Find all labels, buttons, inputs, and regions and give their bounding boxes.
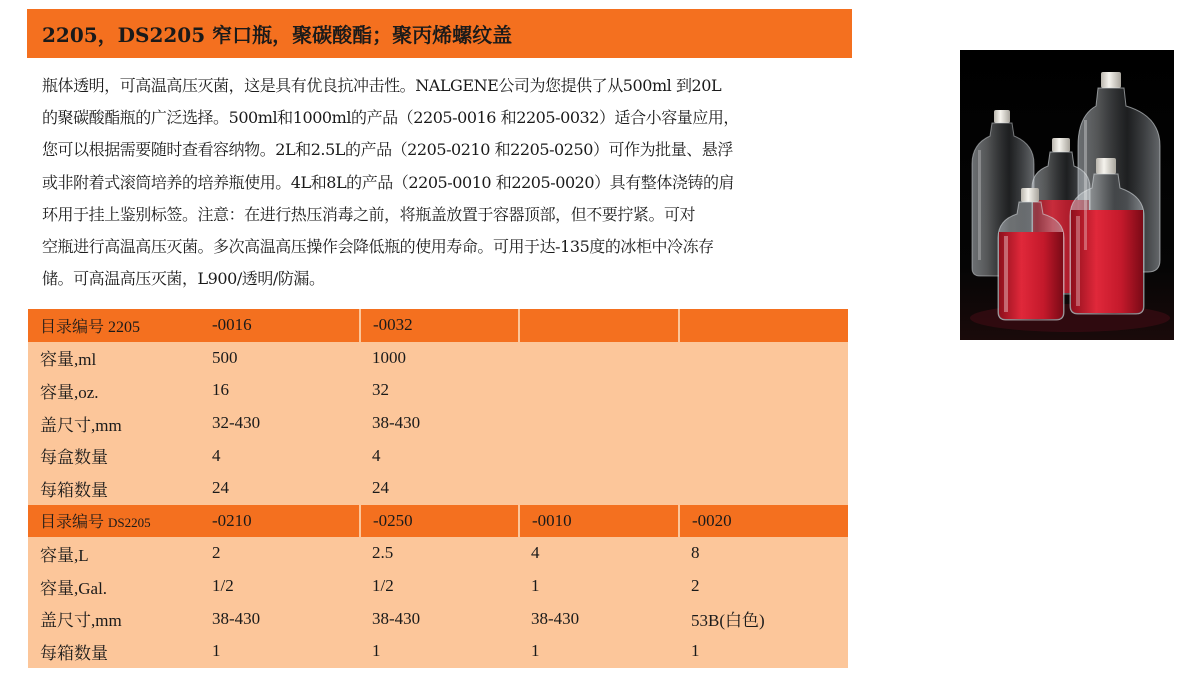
- description-line: 瓶体透明，可高温高压灭菌，这是具有优良抗冲击性。NALGENE公司为您提供了从500ml 到20L: [42, 76, 722, 95]
- description-line: 环用于挂上鉴别标签。注意：在进行热压消毒之前，将瓶盖放置于容器顶部，但不要拧紧。可对: [42, 204, 696, 224]
- row-label: 每箱数量: [28, 472, 200, 505]
- table-cell: 1: [679, 635, 848, 668]
- catalog-number-prefix: 目录编号: [40, 514, 109, 532]
- catalog-suffix-cell: [679, 309, 848, 342]
- table-cell: [679, 407, 848, 440]
- table-cell: 38-430: [360, 407, 519, 440]
- table-cell: 1000: [360, 342, 519, 375]
- table-cell: 53B(白色): [679, 602, 848, 635]
- table-cell: 24: [360, 472, 519, 505]
- table-row: [28, 374, 848, 407]
- table-row: [28, 635, 848, 668]
- table-row: [28, 439, 848, 472]
- table-cell: 38-430: [360, 602, 519, 635]
- row-label: 容量,ml: [28, 342, 200, 375]
- page-title: [27, 9, 852, 58]
- row-label: 每箱数量: [28, 635, 200, 668]
- catalog-suffix-cell: -0250: [360, 505, 519, 538]
- table-cell: [519, 374, 679, 407]
- table-cell: [679, 472, 848, 505]
- table-cell: [519, 472, 679, 505]
- catalog-suffix-cell: -0010: [519, 505, 679, 538]
- table-cell: 32: [360, 374, 519, 407]
- description-line: 的聚碳酸酯瓶的广泛选择。500ml和1000ml的产品（2205-0016 和2205-0032）适合小容量应用，: [42, 108, 739, 128]
- row-label: 盖尺寸,mm: [28, 407, 200, 440]
- table-cell: 2.5: [360, 537, 519, 570]
- table-cell: 1: [360, 635, 519, 668]
- table-cell: [519, 342, 679, 375]
- description-line: 或非附着式滚筒培养的培养瓶使用。4L和8L的产品（2205-0010 和2205-0020）具有整体浇铸的肩: [42, 172, 735, 192]
- table-row: [28, 472, 848, 505]
- row-label: 每盒数量: [28, 439, 200, 472]
- row-label: 容量,oz.: [28, 374, 200, 407]
- table-row: [28, 342, 848, 375]
- table-cell: 2: [200, 537, 360, 570]
- table-cell: 1: [200, 635, 360, 668]
- catalog-suffix-cell: -0032: [360, 309, 519, 342]
- table-row: [28, 537, 848, 570]
- table-row: [28, 602, 848, 635]
- table-cell: 4: [360, 439, 519, 472]
- product-description: [42, 70, 852, 295]
- table-cell: [519, 439, 679, 472]
- table-cell: 38-430: [519, 602, 679, 635]
- product-photo: [960, 50, 1174, 340]
- table-cell: 4: [519, 537, 679, 570]
- description-line: 储。可高温高压灭菌，L900/透明/防漏。: [42, 269, 325, 289]
- catalog-suffix-cell: -0210: [200, 505, 360, 538]
- table-cell: 38-430: [200, 602, 360, 635]
- row-label: 容量,Gal.: [28, 570, 200, 603]
- table-cell: 4: [200, 439, 360, 472]
- catalog-suffix-cell: -0016: [200, 309, 360, 342]
- table-cell: 1: [519, 570, 679, 603]
- catalog-suffix-cell: -0020: [679, 505, 848, 538]
- table-header-row-ds2205: [28, 505, 848, 538]
- table-cell: [679, 439, 848, 472]
- table-cell: 1/2: [360, 570, 519, 603]
- table-cell: 1/2: [200, 570, 360, 603]
- row-label: 容量,L: [28, 537, 200, 570]
- nalgene-bottles-photo-icon: [960, 50, 1174, 340]
- page-title-text: 2205，DS2205 窄口瓶，聚碳酸酯；聚丙烯螺纹盖: [42, 23, 513, 47]
- catalog-suffix-cell: [519, 309, 679, 342]
- table-cell: 2: [679, 570, 848, 603]
- table-cell: [519, 407, 679, 440]
- table-cell: 8: [679, 537, 848, 570]
- table-cell: 16: [200, 374, 360, 407]
- table-cell: 32-430: [200, 407, 360, 440]
- table-cell: [679, 374, 848, 407]
- table-cell: 500: [200, 342, 360, 375]
- table-cell: [679, 342, 848, 375]
- table-row: [28, 407, 848, 440]
- spec-table: [28, 309, 848, 668]
- table-cell: 1: [519, 635, 679, 668]
- row-label: 盖尺寸,mm: [28, 602, 200, 635]
- catalog-number-label: [28, 505, 200, 538]
- catalog-number-code: DS2205: [108, 515, 151, 531]
- table-header-row-2205: [28, 309, 848, 342]
- table-cell: 24: [200, 472, 360, 505]
- description-line: 您可以根据需要随时查看容纳物。2L和2.5L的产品（2205-0210 和2205-0250）可作为批量、悬浮: [42, 140, 733, 160]
- table-row: [28, 570, 848, 603]
- description-line: 空瓶进行高温高压灭菌。多次高温高压操作会降低瓶的使用寿命。可用于达-135度的冰柜中冷冻存: [42, 237, 714, 257]
- catalog-number-label: 目录编号 2205: [28, 309, 200, 342]
